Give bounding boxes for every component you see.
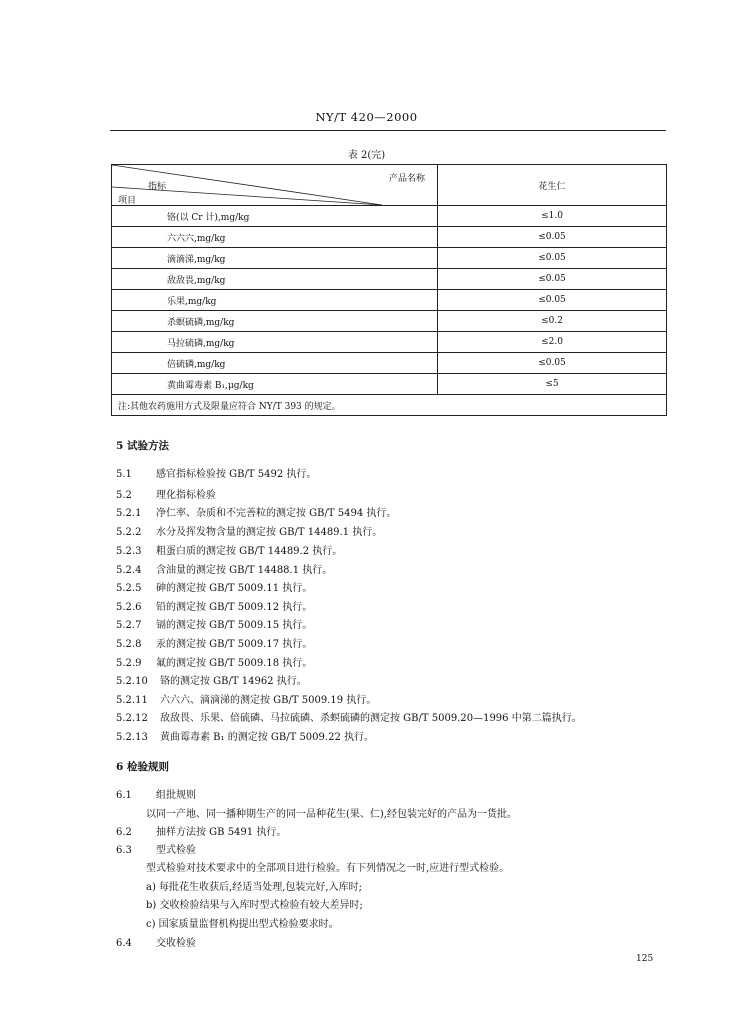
clause-number: 5.2.5 bbox=[116, 583, 142, 594]
clause-text: 铅的测定按 GB/T 5009.12 执行。 bbox=[156, 602, 313, 613]
clause-5-2-1 bbox=[116, 504, 396, 519]
clause-number: 5.2.11 bbox=[116, 695, 148, 706]
clause-text: 净仁率、杂质和不完善粒的测定按 GB/T 5494 执行。 bbox=[156, 508, 397, 519]
clause-number: 5.2.10 bbox=[116, 676, 148, 687]
row-label: 倍硫磷,mg/kg bbox=[112, 353, 438, 374]
clause-5-2-5 bbox=[116, 579, 312, 594]
clause-title: 型式检验 bbox=[156, 845, 196, 856]
header-product-name: 产品名称 bbox=[388, 174, 425, 184]
clause-text: 黄曲霉毒素 B₁ 的测定按 GB/T 5009.22 执行。 bbox=[160, 732, 374, 743]
clause-text: 感官指标检验按 GB/T 5492 执行。 bbox=[156, 469, 317, 480]
clause-number: 5.2.1 bbox=[116, 508, 142, 519]
clause-number: 5.2.9 bbox=[116, 658, 142, 669]
clause-number: 5.2.4 bbox=[116, 565, 142, 576]
row-value: ≤0.05 bbox=[438, 290, 667, 311]
page-number: 125 bbox=[636, 954, 654, 964]
clause-5-2-8 bbox=[116, 635, 312, 650]
row-label: 马拉硫磷,mg/kg bbox=[112, 332, 438, 353]
table-corner-header-cell bbox=[112, 165, 438, 206]
clause-number: 6.3 bbox=[116, 845, 132, 856]
clause-number: 5.2.8 bbox=[116, 639, 142, 650]
row-label: 敌敌畏,mg/kg bbox=[112, 269, 438, 290]
table-row bbox=[112, 269, 667, 290]
row-label: 滴滴涕,mg/kg bbox=[112, 248, 438, 269]
row-value: ≤0.2 bbox=[438, 311, 667, 332]
clause-6-3-item-a: a) 每批花生收获后,经适当处理,包装完好,入库时; bbox=[146, 882, 362, 893]
clause-5-1 bbox=[116, 465, 316, 480]
clause-number: 6.2 bbox=[116, 827, 132, 838]
row-label: 杀螟硫磷,mg/kg bbox=[112, 311, 438, 332]
table-caption: 表 2(完) bbox=[347, 150, 386, 161]
clause-number: 5.2.13 bbox=[116, 732, 148, 743]
clause-number: 5.1 bbox=[116, 469, 132, 480]
clause-text: 砷的测定按 GB/T 5009.11 执行。 bbox=[156, 583, 313, 594]
clause-5-2-9 bbox=[116, 654, 312, 669]
section-5-title: 5 试验方法 bbox=[116, 440, 169, 452]
table-header-row bbox=[112, 165, 667, 206]
clause-6-3-item-b: b) 交收检验结果与入库时型式检验有较大差异时; bbox=[146, 900, 363, 911]
row-label: 乐果,mg/kg bbox=[112, 290, 438, 311]
header-item: 项目 bbox=[118, 196, 137, 206]
clause-5-2-13 bbox=[116, 728, 374, 743]
clause-number: 6.1 bbox=[116, 790, 132, 801]
row-value: ≤0.05 bbox=[438, 227, 667, 248]
clause-5-2-6 bbox=[116, 598, 312, 613]
clause-5-2-10 bbox=[116, 672, 307, 687]
clause-6-1 bbox=[116, 786, 196, 801]
table-row bbox=[112, 374, 667, 395]
clause-5-2-4 bbox=[116, 561, 332, 576]
clause-text: 敌敌畏、乐果、倍硫磷、马拉硫磷、杀螟硫磷的测定按 GB/T 5009.20—1996 中第二篇执行。 bbox=[160, 713, 582, 724]
table-row bbox=[112, 290, 667, 311]
table-row bbox=[112, 332, 667, 353]
table-row bbox=[112, 311, 667, 332]
clause-title: 组批规则 bbox=[156, 790, 196, 801]
clause-number: 5.2.3 bbox=[116, 546, 142, 557]
row-value: ≤1.0 bbox=[438, 206, 667, 227]
clause-title: 交收检验 bbox=[156, 938, 196, 949]
clause-number: 5.2.7 bbox=[116, 620, 142, 631]
clause-text: 含油量的测定按 GB/T 14488.1 执行。 bbox=[156, 565, 333, 576]
clause-6-2 bbox=[116, 823, 286, 838]
clause-5-2-2 bbox=[116, 523, 382, 538]
limits-table bbox=[111, 164, 667, 416]
clause-text: 抽样方法按 GB 5491 执行。 bbox=[156, 827, 287, 838]
clause-6-3-text: 型式检验对技术要求中的全部项目进行检验。有下列情况之一时,应进行型式检验。 bbox=[146, 863, 510, 874]
clause-text: 铬的测定按 GB/T 14962 执行。 bbox=[160, 676, 307, 687]
row-value: ≤0.05 bbox=[438, 248, 667, 269]
table-row bbox=[112, 206, 667, 227]
row-label: 六六六,mg/kg bbox=[112, 227, 438, 248]
clause-5-2-7 bbox=[116, 616, 312, 631]
row-value: ≤0.05 bbox=[438, 353, 667, 374]
clause-5-2-12 bbox=[116, 709, 582, 724]
table-row bbox=[112, 227, 667, 248]
row-value: ≤2.0 bbox=[438, 332, 667, 353]
row-label: 铬(以 Cr 计),mg/kg bbox=[112, 206, 438, 227]
table-note-row bbox=[112, 395, 667, 416]
clause-number: 5.2 bbox=[116, 490, 132, 501]
row-value: ≤5 bbox=[438, 374, 667, 395]
clause-5-2-11 bbox=[116, 691, 376, 706]
clause-5-2 bbox=[116, 486, 216, 501]
header-rule bbox=[110, 130, 666, 131]
clause-text: 理化指标检验 bbox=[156, 490, 216, 501]
clause-number: 5.2.2 bbox=[116, 527, 142, 538]
clause-6-3-item-c: c) 国家质量监督机构提出型式检验要求时。 bbox=[146, 919, 339, 930]
clause-6-4 bbox=[116, 934, 196, 949]
row-label: 黄曲霉毒素 B₁,μg/kg bbox=[112, 374, 438, 395]
section-6-title: 6 检验规则 bbox=[116, 761, 169, 773]
clause-text: 六六六、滴滴涕的测定按 GB/T 5009.19 执行。 bbox=[160, 695, 377, 706]
clause-text: 粗蛋白质的测定按 GB/T 14489.2 执行。 bbox=[156, 546, 343, 557]
header-indicator: 指标 bbox=[148, 182, 167, 192]
clause-number: 5.2.6 bbox=[116, 602, 142, 613]
table-note: 注:其他农药施用方式及限量应符合 NY/T 393 的规定。 bbox=[112, 395, 667, 416]
header-peanut-kernel: 花生仁 bbox=[438, 165, 667, 206]
table-row bbox=[112, 353, 667, 374]
clause-text: 水分及挥发物含量的测定按 GB/T 14489.1 执行。 bbox=[156, 527, 383, 538]
table-row bbox=[112, 248, 667, 269]
clause-number: 5.2.12 bbox=[116, 713, 148, 724]
clause-6-1-text: 以同一产地、同一播种期生产的同一品种花生(果、仁),经包装完好的产品为一货批。 bbox=[146, 809, 517, 820]
clause-5-2-3 bbox=[116, 542, 342, 557]
row-value: ≤0.05 bbox=[438, 269, 667, 290]
clause-text: 镉的测定按 GB/T 5009.15 执行。 bbox=[156, 620, 313, 631]
clause-number: 6.4 bbox=[116, 938, 132, 949]
clause-6-3 bbox=[116, 841, 196, 856]
document-code-header: NY/T 420—2000 bbox=[315, 110, 418, 124]
clause-text: 氟的测定按 GB/T 5009.18 执行。 bbox=[156, 658, 313, 669]
clause-text: 汞的测定按 GB/T 5009.17 执行。 bbox=[156, 639, 313, 650]
